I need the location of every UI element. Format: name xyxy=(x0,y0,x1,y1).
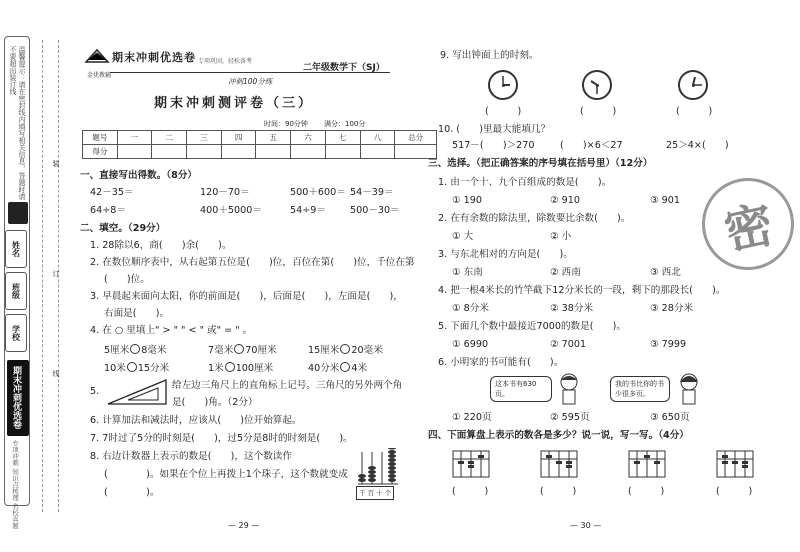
fill-q5: 给左边三角尺上的直角标上记号。三角尺的另外两个角 xyxy=(172,380,403,391)
choice-option[interactable]: ② 38分米 xyxy=(550,303,594,314)
choice-q6: 6. 小明家的书可能有( )。 xyxy=(438,357,564,368)
footer-notes: 专项冲刺 知识点梳理 名校真题 xyxy=(11,440,19,529)
calc-item: 54－39＝ xyxy=(350,187,394,198)
speech-bubble: 我的书比你的书少很多页。 xyxy=(610,376,670,402)
compare-circle[interactable] xyxy=(127,362,137,372)
score-cell[interactable] xyxy=(187,145,222,159)
max-item: ( )×6＜27 xyxy=(560,140,623,151)
boy-character-icon xyxy=(556,372,582,406)
compare-circle[interactable] xyxy=(130,344,140,354)
fill-q7: 7. 7时过了5分的时刻是( )，过5分是8时的时刻是( )。 xyxy=(90,433,353,444)
compare-circle[interactable] xyxy=(225,362,235,372)
choice-option[interactable]: ③ 28分米 xyxy=(650,303,694,314)
header-logo: 期末冲刺优选卷 xyxy=(112,51,196,64)
max-item: 25＞4×( ) xyxy=(666,140,729,151)
choice-q2: 2. 在有余数的除法里，除数要比余数( )。 xyxy=(438,213,631,224)
compare-item: 5厘米 8毫米 xyxy=(104,345,167,356)
clock-face-icon xyxy=(582,70,612,100)
section-4-title: 四、下面算盘上表示的数各是多少？说一说，写一写。（4分） xyxy=(428,430,689,441)
clock-face-icon xyxy=(678,70,708,100)
logo-book-icon xyxy=(84,46,110,68)
counter-label: 千 百 十 个 xyxy=(356,486,394,500)
triangle-ruler-icon xyxy=(106,378,168,406)
score-head: 六 xyxy=(291,131,326,145)
choice-option[interactable]: ③ 650页 xyxy=(650,412,690,423)
fill-q5-cont: 是( )角。（2分） xyxy=(172,397,258,408)
abacus-icon xyxy=(716,450,754,480)
score-head: 七 xyxy=(325,131,360,145)
header-publisher: 金优教辅 xyxy=(87,72,112,79)
strip-tip: 温馨提示：请在密封线内填写相关信息，答题时请不要超出装订线 xyxy=(9,46,26,200)
compare-item: 1米 100厘米 xyxy=(208,363,274,374)
clock-answer[interactable]: ( ) xyxy=(485,106,522,117)
choice-q1: 1. 由一个十、九个百组成的数是( )。 xyxy=(438,177,612,188)
score-head: 五 xyxy=(256,131,291,145)
choice-option[interactable]: ① 大 xyxy=(452,231,474,242)
choice-option[interactable]: ② 595页 xyxy=(550,412,590,423)
fill-q8: 8. 右边计数器上表示的数是( )，这个数读作 xyxy=(90,451,292,462)
abacus-icon xyxy=(452,450,490,480)
score-cell[interactable] xyxy=(152,145,187,159)
page-number-right: — 30 — xyxy=(570,521,602,530)
score-head: 三 xyxy=(187,131,222,145)
section-3-title: 三、选择。（把正确答案的序号填在括号里）（12分） xyxy=(428,158,653,169)
choice-option[interactable]: ② 小 xyxy=(550,231,572,242)
choice-option[interactable]: ① 190 xyxy=(452,195,482,206)
header-rule xyxy=(110,72,390,73)
compare-item: 10米 15分米 xyxy=(104,363,170,374)
calc-item: 54÷9＝ xyxy=(290,205,326,216)
page-number-left: — 29 — xyxy=(228,521,260,530)
abacus-answer[interactable]: ( ) xyxy=(452,486,489,497)
clock-q9: 9. 写出钟面上的时刻。 xyxy=(440,50,539,61)
header-grade: 二年级数学下（SJ） xyxy=(303,63,385,73)
calc-item: 500－30＝ xyxy=(350,205,400,216)
abacus-icon xyxy=(628,450,666,480)
header-sub: 冲刺100分练 xyxy=(228,77,273,86)
compare-circle[interactable] xyxy=(340,362,350,372)
section-2-title: 二、填空。（29分） xyxy=(80,223,166,234)
choice-option[interactable]: ① 6990 xyxy=(452,339,489,350)
compare-circle[interactable] xyxy=(340,344,350,354)
score-head: 四 xyxy=(221,131,256,145)
clock-answer[interactable]: ( ) xyxy=(676,106,713,117)
fill-q8-cont: ( )。如果在个位上再拨上1个珠子，这个数就变成 xyxy=(104,469,348,480)
choice-option[interactable]: ③ 西北 xyxy=(650,267,681,278)
exam-title: 期末冲刺测评卷（三） xyxy=(154,96,315,111)
choice-q3: 3. 与东北相对的方向是( )。 xyxy=(438,249,573,260)
max-item: 517－( )＞270 xyxy=(452,140,535,151)
fill-q8-cont2: ( )。 xyxy=(104,487,160,498)
footer-brand: 期末冲刺优选卷 xyxy=(11,366,21,429)
abacus-answer[interactable]: ( ) xyxy=(716,486,753,497)
clock-face-icon xyxy=(488,70,518,100)
seal-word: 订 xyxy=(52,270,60,277)
abacus-answer[interactable]: ( ) xyxy=(540,486,577,497)
compare-item: 40分米 4米 xyxy=(308,363,368,374)
confidential-stamp xyxy=(693,169,800,278)
speech-bubble: 这本书有630页。 xyxy=(490,376,552,402)
binding-strip xyxy=(0,0,68,552)
compare-item: 15厘米 20毫米 xyxy=(308,345,383,356)
score-cell[interactable] xyxy=(221,145,256,159)
fill-q2: 2. 在数位顺序表中，从右起第五位是( )位，百位在第( )位，千位在第 xyxy=(90,257,415,268)
score-cell[interactable] xyxy=(325,145,360,159)
compare-item: 7毫米 70厘米 xyxy=(208,345,277,356)
choice-option[interactable]: ① 8分米 xyxy=(452,303,489,314)
score-cell[interactable] xyxy=(117,145,152,159)
exam-full: 满分：100分 xyxy=(324,120,366,128)
counter-icon xyxy=(356,448,400,497)
score-head: 一 xyxy=(117,131,152,145)
fill-q3: 3. 早晨起来面向太阳，你的前面是( )，后面是( )，左面是( )， xyxy=(90,291,403,302)
score-cell[interactable] xyxy=(291,145,326,159)
header-slogan: 专项巩固，轻松备考 xyxy=(198,58,253,65)
strip-brand-badge xyxy=(8,202,28,224)
calc-item: 64÷8＝ xyxy=(90,205,126,216)
fill-q2-cont: ( )位。 xyxy=(104,274,150,285)
stamp-char: 密 xyxy=(719,196,779,261)
choice-option[interactable]: ② 西南 xyxy=(550,267,581,278)
compare-circle[interactable] xyxy=(234,344,244,354)
school-field[interactable]: 学校 xyxy=(5,314,27,352)
choice-q5: 5. 下面几个数中最接近7000的数是( )。 xyxy=(438,321,627,332)
section-1-title: 一、直接写出得数。（8分） xyxy=(80,170,197,181)
score-cell[interactable] xyxy=(360,145,395,159)
choice-q4: 4. 把一根4米长的竹竿截下12分米长的一段，剩下的那段长( )。 xyxy=(438,285,726,296)
score-cell[interactable] xyxy=(395,145,437,159)
choice-option[interactable]: ② 910 xyxy=(550,195,580,206)
abacus-answer[interactable]: ( ) xyxy=(628,486,665,497)
score-cell[interactable] xyxy=(256,145,291,159)
choice-option[interactable]: ③ 7999 xyxy=(650,339,687,350)
clock-answer[interactable]: ( ) xyxy=(580,106,617,117)
name-field[interactable]: 姓名 xyxy=(5,230,27,268)
score-head: 总分 xyxy=(395,131,437,145)
choice-option[interactable]: ① 220页 xyxy=(452,412,492,423)
calc-item: 42－35＝ xyxy=(90,187,134,198)
choice-option[interactable]: ① 东南 xyxy=(452,267,483,278)
abacus-icon xyxy=(540,450,578,480)
fill-q5-num: 5. xyxy=(90,386,100,397)
girl-character-icon xyxy=(676,372,702,406)
choice-option[interactable]: ③ 901 xyxy=(650,195,680,206)
seal-word: 装 xyxy=(52,160,60,167)
score-head: 八 xyxy=(360,131,395,145)
score-row-label: 得分 xyxy=(83,145,118,159)
choice-option[interactable]: ② 7001 xyxy=(550,339,587,350)
calc-item: 500＋600＝ xyxy=(290,187,346,198)
fill-q4: 4. 在 ○ 里填上" > " " < " 或" = " 。 xyxy=(90,325,253,336)
exam-time: 时间：90分钟 xyxy=(264,120,308,128)
class-field[interactable]: 班级 xyxy=(5,272,27,310)
fill-q3-cont: 右面是( )。 xyxy=(104,308,170,319)
seal-word: 线 xyxy=(52,370,60,377)
fill-q1: 1. 28除以6，商( )余( )。 xyxy=(90,240,232,251)
fill-q6: 6. 计算加法和减法时，应该从( )位开始算起。 xyxy=(90,415,302,426)
score-head: 题号 xyxy=(83,131,118,145)
max-q10: 10. ( )里最大能填几？ xyxy=(438,124,551,135)
calc-item: 120－70＝ xyxy=(200,187,250,198)
seal-line xyxy=(42,40,43,512)
score-table xyxy=(82,130,437,159)
calc-item: 400＋5000＝ xyxy=(200,205,262,216)
score-head: 二 xyxy=(152,131,187,145)
